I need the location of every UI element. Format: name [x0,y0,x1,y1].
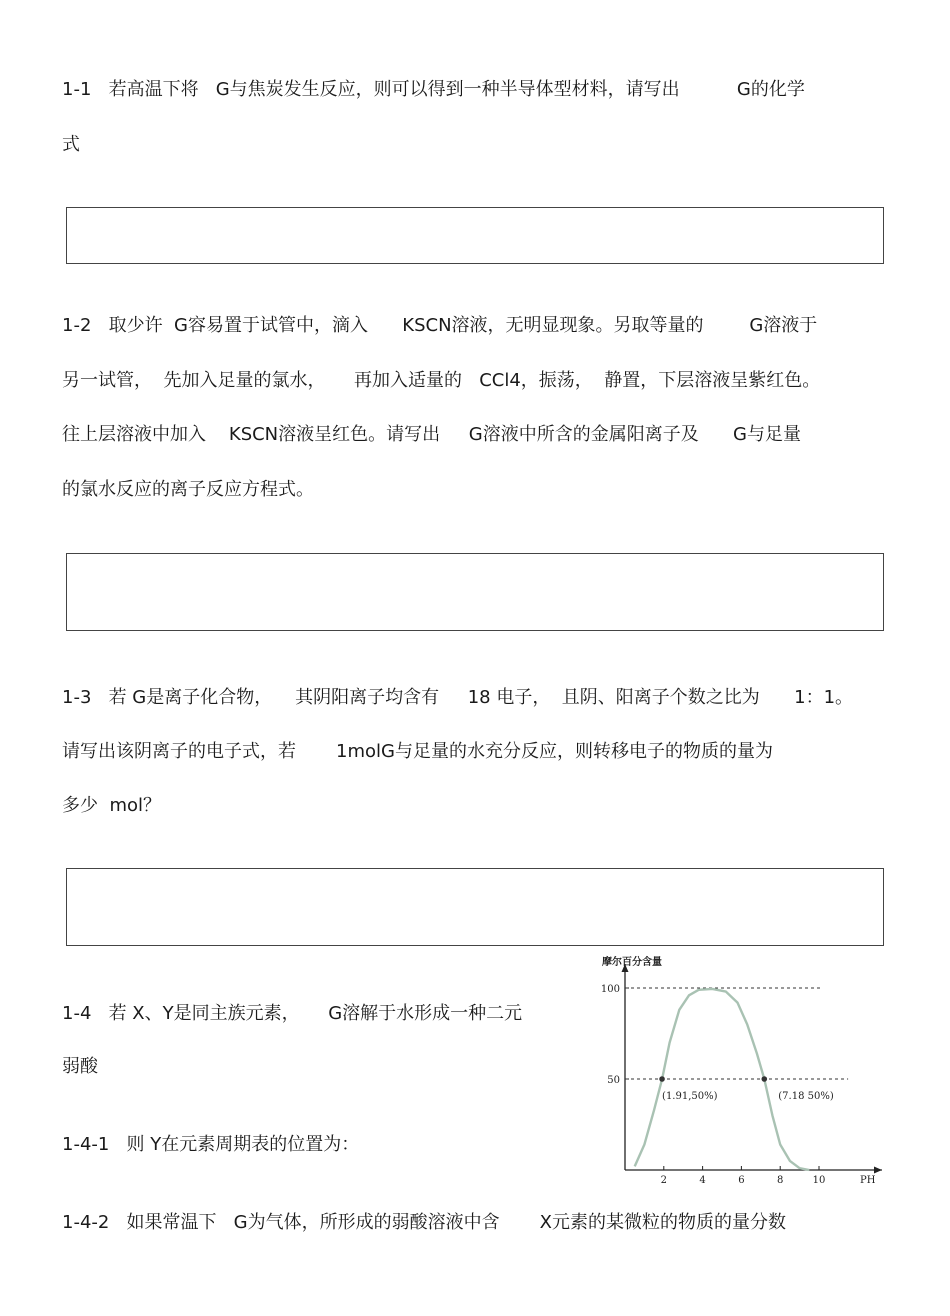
question-1-3-line-3: 多少 mol？ [62,795,161,816]
x-tick-label: 6 [738,1175,745,1186]
annotation-label-1: (1.91,50%) [662,1091,718,1102]
answer-box-1-2[interactable] [66,553,884,631]
y-axis-label: 摩尔百分含量 [602,957,662,968]
x-axis-arrow [874,1167,882,1174]
question-1-3-line-2: 请写出该阴离子的电子式，若 1molG与足量的水充分反应，则转移电子的物质的量为 [62,741,773,762]
question-1-3-line-1: 1-3 若 G是离子化合物， 其阴阳离子均含有 18 电子， 且阴、阳离子个数之比为 1：1。 [62,687,854,708]
answer-box-1-3[interactable] [66,868,884,946]
x-tick-label: 8 [777,1175,784,1186]
question-1-2-line-3: 往上层溶液中加入 KSCN溶液呈红色。请写出 G溶液中所含的金属阳离子及 G与足量 [62,424,801,445]
question-1-2-line-1: 1-2 取少许 G容易置于试管中，滴入 KSCN溶液，无明显现象。另取等量的 G溶液于 [62,315,818,336]
x-tick-label: 2 [660,1175,667,1186]
x-tick-label: 10 [812,1175,826,1186]
question-1-1-line-2: 式 [62,134,80,155]
chart-axes [622,964,883,1174]
question-1-2-line-2: 另一试管， 先加入足量的氯水， 再加入适量的 CCl4，振荡， 静置，下层溶液呈紫红色。 [62,370,821,391]
y-tick-label: 100 [600,984,620,995]
question-1-4-line-1: 1-4 若 X、Y是同主族元素， G溶解于水形成一种二元 [62,1003,523,1024]
answer-box-1-1[interactable] [66,207,884,264]
x-axis-label: PH [860,1175,876,1186]
question-1-4-line-2: 弱酸 [62,1056,98,1077]
question-1-2-line-4: 的氯水反应的离子反应方程式。 [62,479,314,500]
x-tick-label: 4 [699,1175,706,1186]
question-1-4-1: 1-4-1 则 Y在元素周期表的位置为： [62,1134,360,1155]
question-1-4-2: 1-4-2 如果常温下 G为气体，所形成的弱酸溶液中含 X元素的某微粒的物质的量分数 [62,1212,787,1233]
annotation-label-2: (7.18 50%) [778,1091,834,1102]
annotation-point-2 [761,1076,767,1082]
annotation-point-1 [659,1076,665,1082]
mole-percent-chart [590,950,890,1190]
y-tick-label: 50 [607,1075,620,1086]
question-1-1-line-1: 1-1 若高温下将 G与焦炭发生反应，则可以得到一种半导体型材料，请写出 G的化学 [62,79,805,100]
